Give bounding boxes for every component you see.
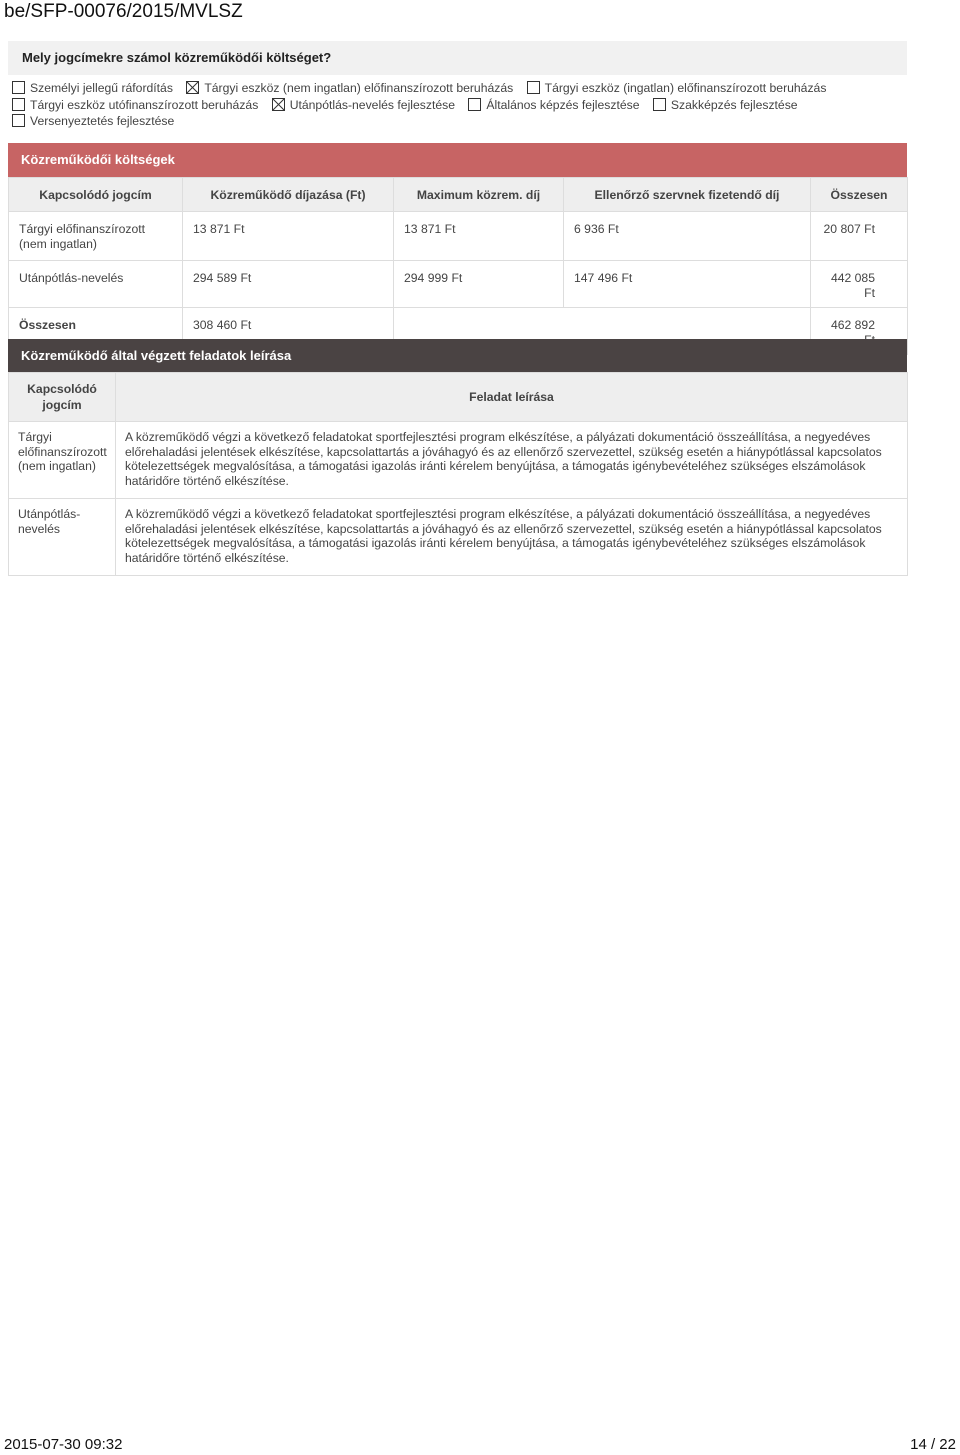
option-label: Versenyeztetés fejlesztése xyxy=(30,114,175,128)
option-vocational-training[interactable] xyxy=(653,97,798,114)
control-fee-cell: 6 936 Ft xyxy=(564,212,811,261)
option-label: Általános képzés fejlesztése xyxy=(486,97,640,112)
table-row xyxy=(9,212,908,261)
column-header: Közreműködő díjazása (Ft) xyxy=(183,178,394,212)
option-asset-property[interactable] xyxy=(527,80,827,97)
checkbox-unchecked-icon[interactable] xyxy=(653,98,666,111)
row-title: Tárgyi előfinanszírozott (nem ingatlan) xyxy=(9,422,116,499)
column-header: Kapcsolódó jogcím xyxy=(9,178,183,212)
row-title: Tárgyi előfinanszírozott (nem ingatlan) xyxy=(9,212,183,261)
question-title: Mely jogcímekre számol közreműködői költséget? xyxy=(8,41,907,75)
column-header: Maximum közrem. díj xyxy=(394,178,564,212)
checkbox-unchecked-icon[interactable] xyxy=(468,98,481,111)
option-label: Személyi jellegű ráfordítás xyxy=(30,81,173,95)
control-fee-cell: 147 496 Ft xyxy=(564,261,811,308)
checkbox-checked-icon[interactable] xyxy=(272,98,285,111)
max-fee-cell: 13 871 Ft xyxy=(394,212,564,261)
page-number: 14 / 22 xyxy=(910,1436,956,1453)
task-description: A közreműködő végzi a következő feladatokat sportfejlesztési program elkészítése, a pályázati dokumentáció összeállítása, a negyedéves előrehaladási jelentések elkészítése, kapcsolattartás a jóváhagyó és az ellenőrző szervezettel, szükség esetén a hiánypótlással kapcsolatos kötelezettségek megvalósítása, a támogatási igazolás iránti kérelem benyújtása, a támogatás igénybevételéhez szükséges elszámolások határidőre történő elkészítése. xyxy=(116,422,908,499)
option-general-training[interactable] xyxy=(468,97,639,114)
option-asset-non-property[interactable] xyxy=(186,80,513,97)
table-row xyxy=(9,261,908,308)
table-row xyxy=(9,422,908,499)
option-label: Tárgyi eszköz (nem ingatlan) előfinanszírozott beruházás xyxy=(204,81,514,95)
footer-timestamp: 2015-07-30 09:32 xyxy=(4,1436,123,1453)
checkbox-checked-icon[interactable] xyxy=(186,81,199,94)
option-youth-development[interactable] xyxy=(272,97,455,114)
option-label: Utánpótlás-nevelés fejlesztése xyxy=(289,97,455,112)
option-personal[interactable] xyxy=(12,80,173,97)
costs-table xyxy=(8,177,908,355)
column-header: Ellenőrző szervnek fizetendő díj xyxy=(564,178,811,212)
table-header-row xyxy=(9,178,908,212)
option-competition[interactable] xyxy=(12,113,174,130)
total-cell: 442 085 Ft xyxy=(811,261,908,308)
costs-section-title: Közreműködői költségek xyxy=(8,143,907,177)
option-label: Szakképzés fejlesztése xyxy=(670,97,798,112)
sum-total-cell: 462 892 xyxy=(811,308,908,355)
column-header: Összesen xyxy=(811,178,908,212)
sum-label: Összesen xyxy=(9,308,183,355)
column-header: Feladat leírása xyxy=(116,373,908,422)
checkbox-unchecked-icon[interactable] xyxy=(12,81,25,94)
tasks-table xyxy=(8,372,908,576)
option-list xyxy=(12,80,912,130)
row-title: Utánpótlás-nevelés xyxy=(9,499,116,576)
total-cell: 20 807 Ft xyxy=(811,212,908,261)
checkbox-unchecked-icon[interactable] xyxy=(12,98,25,111)
checkbox-unchecked-icon[interactable] xyxy=(527,81,540,94)
option-label: Tárgyi eszköz (ingatlan) előfinanszírozott beruházás xyxy=(544,81,827,95)
option-label: Tárgyi eszköz utófinanszírozott beruházás xyxy=(30,97,259,112)
fee-cell: 294 589 Ft xyxy=(183,261,394,308)
document-reference: be/SFP-00076/2015/MVLSZ xyxy=(4,1,243,22)
row-title: Utánpótlás-nevelés xyxy=(9,261,183,308)
sum-fee-cell: 308 460 Ft xyxy=(183,308,394,355)
tasks-section-title: Közreműködő által végzett feladatok leírása xyxy=(8,339,907,372)
fee-cell: 13 871 Ft xyxy=(183,212,394,261)
task-description: A közreműködő végzi a következő feladatokat sportfejlesztési program elkészítése, a pályázati dokumentáció összeállítása, a negyedéves előrehaladási jelentések elkészítése, kapcsolattartás a jóváhagyó és az ellenőrző szervezettel, szükség esetén a hiánypótlással kapcsolatos kötelezettségek megvalósítása, a támogatási igazolás iránti kérelem benyújtása, a támogatás igénybevételéhez szükséges elszámolások határidőre történő elkészítése. xyxy=(116,499,908,576)
checkbox-unchecked-icon[interactable] xyxy=(12,114,25,127)
table-row xyxy=(9,499,908,576)
option-asset-post-financed[interactable] xyxy=(12,97,258,114)
table-header-row xyxy=(9,373,908,422)
column-header: Kapcsolódó jogcím xyxy=(9,373,116,422)
max-fee-cell: 294 999 Ft xyxy=(394,261,564,308)
